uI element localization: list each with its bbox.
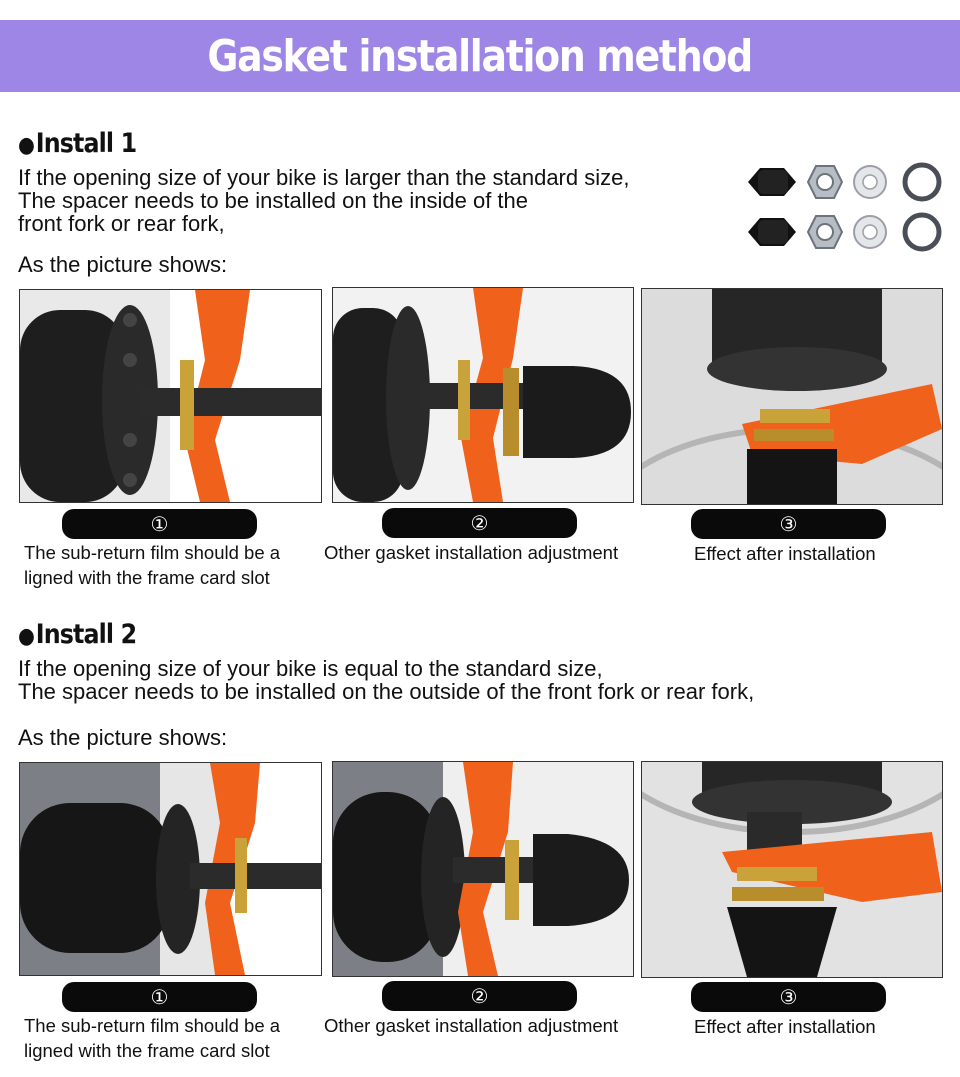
- step-1-caption: [24, 540, 280, 590]
- step-1-caption: [24, 1013, 280, 1063]
- caption-line: The sub-return film should be a: [24, 542, 281, 563]
- step-2-badge: ②: [382, 981, 577, 1011]
- install-2-step-2-photo: [332, 761, 634, 977]
- install-2-description: [18, 657, 754, 703]
- install-1-step-1-photo: [19, 289, 322, 503]
- caption-line: ligned with the frame card slot: [24, 567, 270, 588]
- title-banner: [0, 20, 960, 92]
- install-1-title: Install 1: [35, 128, 137, 159]
- description-line: If the opening size of your bike is equal to the standard size,: [18, 656, 603, 681]
- install-1-step-2-photo: [332, 287, 634, 503]
- install-2-step-1-photo: [19, 762, 322, 976]
- install-1-description: [18, 166, 629, 235]
- caption-line: Effect after installation: [694, 1016, 876, 1037]
- bullet-icon: ●: [18, 133, 35, 158]
- description-line: front fork or rear fork,: [18, 211, 225, 236]
- caption-line: Effect after installation: [694, 543, 876, 564]
- hex-nut-icon: [808, 166, 842, 248]
- parts-photo: [744, 158, 950, 258]
- step-2-caption: [324, 540, 618, 565]
- install-1-shows-label: As the picture shows:: [18, 252, 228, 277]
- step-1-badge: ①: [62, 982, 257, 1012]
- step-1-badge: ①: [62, 509, 257, 539]
- lock-washer-icon: [905, 165, 939, 249]
- caption-line: The sub-return film should be a: [24, 1015, 281, 1036]
- description-line: If the opening size of your bike is larger than the standard size,: [18, 165, 630, 190]
- step-2-badge: ②: [382, 508, 577, 538]
- step-3-badge: ③: [691, 509, 886, 539]
- page-title: Gasket installation method: [207, 30, 753, 82]
- caption-line: Other gasket installation adjustment: [324, 542, 619, 563]
- caption-line: ligned with the frame card slot: [24, 1040, 270, 1061]
- bullet-icon: ●: [18, 624, 35, 649]
- install-2-shows-label: As the picture shows:: [18, 725, 228, 750]
- step-3-caption: [694, 1014, 876, 1039]
- install-1-step-3-photo: [641, 288, 943, 505]
- step-3-badge: ③: [691, 982, 886, 1012]
- caption-line: Other gasket installation adjustment: [324, 1015, 619, 1036]
- step-3-caption: [694, 541, 876, 566]
- cap-nut-icon: [748, 168, 796, 246]
- description-line: The spacer needs to be installed on the outside of the front fork or rear fork,: [18, 679, 755, 704]
- step-2-caption: [324, 1013, 618, 1038]
- flat-washer-icon: [854, 166, 886, 248]
- install-2-heading: [18, 619, 136, 650]
- description-line: The spacer needs to be installed on the inside of the: [18, 188, 529, 213]
- install-2-step-3-photo: [641, 761, 943, 978]
- install-2-title: Install 2: [35, 619, 137, 650]
- install-1-heading: [18, 128, 136, 159]
